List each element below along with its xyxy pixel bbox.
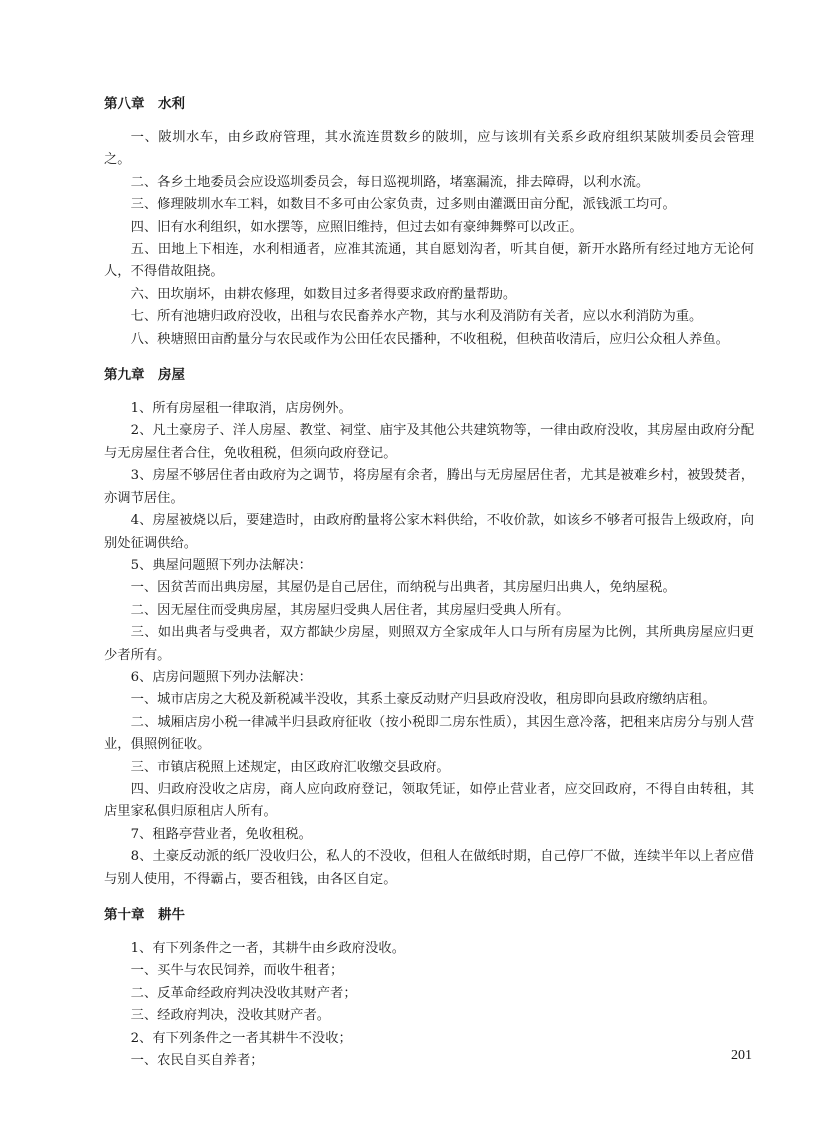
paragraph: 8、土豪反动派的纸厂没收归公，私人的不没收，但租人在做纸时期，自己停厂不做，连续半年以上者应借与别人使用，不得霸占，要否租钱，由各区自定。 bbox=[104, 849, 754, 887]
paragraph: 6、店房问题照下列办法解决： bbox=[130, 669, 312, 685]
paragraph: 三、市镇店税照上述规定，由区政府汇收缴交县政府。 bbox=[130, 759, 450, 775]
paragraph: 一、城市店房之大税及新税减半没收，其系土豪反动财产归县政府没收，租房即向县政府缴纳店租。 bbox=[130, 692, 716, 708]
paragraph: 7、租路亭营业者，免收租税。 bbox=[130, 826, 312, 842]
paragraph: 五、田地上下相连，水利相通者，应准其流通，其自愿划沟者，听其自便，新开水路所有经过地方无论何人，不得借故阻挠。 bbox=[104, 242, 754, 280]
paragraph: 四、旧有水利组织，如水摆等，应照旧维持，但过去如有豪绅舞弊可以改正。 bbox=[130, 219, 583, 235]
paragraph: 2、有下列条件之一者其耕牛不没收； bbox=[130, 1030, 352, 1046]
page-content bbox=[104, 84, 754, 1072]
paragraph: 一、农民自买自养者； bbox=[130, 1053, 264, 1069]
paragraph: 三、经政府判决，没收其财产者。 bbox=[130, 1008, 331, 1024]
paragraph: 一、买牛与农民饲养，而收牛租者； bbox=[130, 963, 344, 979]
paragraph: 2、凡土豪房子、洋人房屋、教堂、祠堂、庙宇及其他公共建筑物等，一律由政府没收，其房屋由政府分配与无房屋住者合住，免收租税，但须向政府登记。 bbox=[104, 423, 754, 461]
paragraph: 5、典屋问题照下列办法解决： bbox=[130, 557, 312, 573]
paragraph: 七、所有池塘归政府没收，出租与农民畜养水产物，其与水利及消防有关者，应以水利消防为重。 bbox=[130, 309, 703, 325]
paragraph: 1、所有房屋租一律取消，店房例外。 bbox=[130, 401, 352, 417]
paragraph: 二、反革命经政府判决没收其财产者； bbox=[130, 985, 357, 1001]
paragraph: 二、因无屋住而受典房屋，其房屋归受典人居住者，其房屋归受典人所有。 bbox=[130, 602, 570, 618]
paragraph: 四、归政府没收之店房，商人应向政府登记，领取凭证，如停止营业者，应交回政府，不得自由转租，其店里家私俱归原租店人所有。 bbox=[104, 781, 754, 820]
paragraph: 1、有下列条件之一者，其耕牛由乡政府没收。 bbox=[130, 941, 405, 956]
chapter-heading: 第十章 耕牛 bbox=[104, 907, 185, 923]
chapter-heading: 第九章 房屋 bbox=[104, 367, 185, 384]
paragraph: 三、如出典者与受典者，双方都缺少房屋，则照双方全家成年人口与所有房屋为比例，其所典房屋应归更少者所有。 bbox=[104, 625, 754, 663]
paragraph: 一、因贫苦而出典房屋，其屋仍是自己居住，而纳税与出典者，其房屋归出典人，免纳屋税。 bbox=[130, 580, 676, 596]
paragraph: 三、修理陂圳水车工料，如数目不多可由公家负责，过多则由灌溉田亩分配，派钱派工均可。 bbox=[130, 197, 676, 213]
page-number: 201 bbox=[731, 1048, 752, 1063]
paragraph: 六、田坎崩坏，由耕农修理，如数目过多者得要求政府酌量帮助。 bbox=[130, 286, 517, 302]
paragraph: 八、秧塘照田亩酌量分与农民或作为公田任农民播种，不收租税，但秧苗收清后，应归公众租人养鱼。 bbox=[130, 331, 729, 347]
chapter-heading: 第八章 水利 bbox=[104, 96, 185, 112]
paragraph: 二、城厢店房小税一律减半归县政府征收（按小税即二房东性质），其因生意冷落，把租来店房分与别人营业，俱照例征收。 bbox=[104, 714, 754, 753]
paragraph: 二、各乡土地委员会应设巡圳委员会，每日巡视圳路，堵塞漏流，排去障碍，以利水流。 bbox=[130, 174, 650, 190]
paragraph: 一、陂圳水车，由乡政府管理，其水流连贯数乡的陂圳，应与该圳有关系乡政府组织某陂圳委员会管理之。 bbox=[104, 130, 754, 168]
paragraph: 4、房屋被烧以后，要建造时，由政府酌量将公家木料供给，不收价款，如该乡不够者可报告上级政府，向别处征调供给。 bbox=[104, 513, 754, 551]
paragraph: 3、房屋不够居住者由政府为之调节，将房屋有余者，腾出与无房屋居住者，尤其是被难乡村，被毁焚者，亦调节居住。 bbox=[104, 468, 754, 506]
